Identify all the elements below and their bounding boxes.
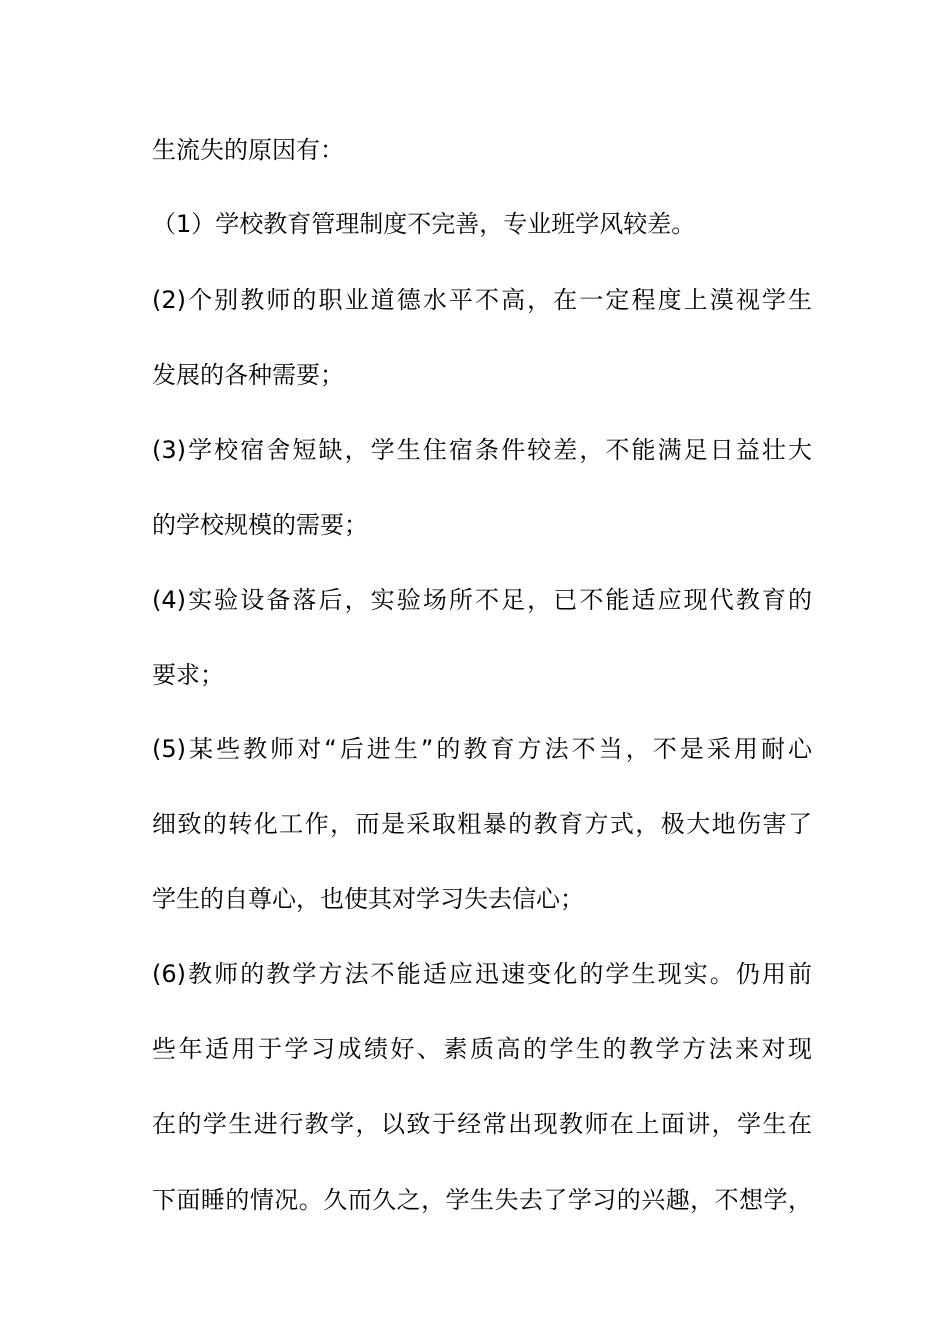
text-line: 的学校规模的需要；	[152, 511, 368, 539]
text-line: 细致的转化工作，而是采取粗暴的教育方式，极大地伤害了	[152, 810, 812, 838]
text-line: (4)实验设备落后，实验场所不足，已不能适应现代教育的	[152, 586, 812, 614]
text-line: (5)某些教师对“后进生”的教育方法不当，不是采用耐心	[152, 735, 812, 763]
text-line: 下面睡的情况。久而久之，学生失去了学习的兴趣，不想学，	[152, 1186, 812, 1214]
text-line: (3)学校宿舍短缺，学生住宿条件较差，不能满足日益壮大	[152, 436, 812, 464]
text-line: (6)教师的教学方法不能适应迅速变化的学生现实。仍用前	[152, 960, 812, 988]
text-line: 学生的自尊心，也使其对学习失去信心；	[152, 885, 584, 913]
text-line: 在的学生进行教学，以致于经常出现教师在上面讲，学生在	[152, 1110, 812, 1138]
text-line: （1）学校教育管理制度不完善，专业班学风较差。	[152, 210, 696, 238]
text-line: 要求；	[152, 661, 224, 689]
text-line: 些年适用于学习成绩好、素质高的学生的教学方法来对现	[152, 1035, 812, 1063]
text-line: 生流失的原因有：	[152, 136, 344, 164]
text-line: (2)个别教师的职业道德水平不高，在一定程度上漠视学生	[152, 286, 812, 314]
text-line: 发展的各种需要；	[152, 361, 344, 389]
